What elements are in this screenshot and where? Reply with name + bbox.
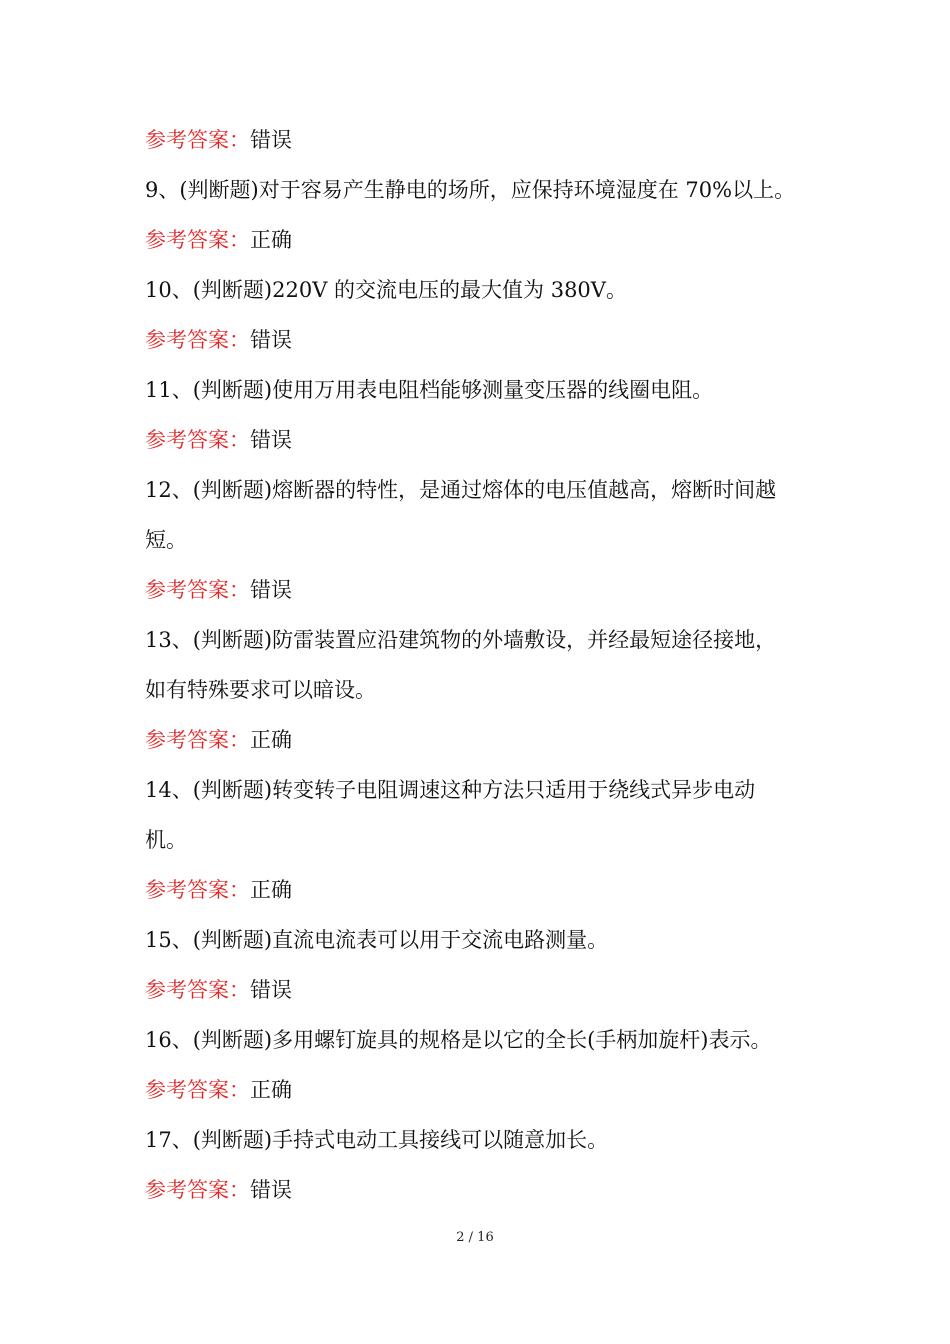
question-text: 17、(判断题)手持式电动工具接线可以随意加长。: [145, 1128, 609, 1152]
answer-line: [145, 415, 815, 465]
answer-line: [145, 865, 815, 915]
answer-label: 参考答案：: [145, 128, 250, 152]
answer-label: 参考答案：: [145, 328, 250, 352]
question-text: 14、(判断题)转变转子电阻调速这种方法只适用于绕线式异步电动: [145, 778, 756, 802]
answer-label: 参考答案：: [145, 1078, 250, 1102]
answer-value: 正确: [250, 878, 292, 902]
question-list: [145, 115, 815, 1215]
answer-value: 正确: [250, 228, 292, 252]
question-text: 如有特殊要求可以暗设。: [145, 678, 376, 702]
answer-line: [145, 215, 815, 265]
question-text: 短。: [145, 528, 187, 552]
answer-value: 错误: [250, 978, 292, 1002]
answer-label: 参考答案：: [145, 428, 250, 452]
answer-label: 参考答案：: [145, 578, 250, 602]
answer-label: 参考答案：: [145, 728, 250, 752]
question-text: 机。: [145, 828, 187, 852]
question-text: 12、(判断题)熔断器的特性，是通过熔体的电压值越高，熔断时间越: [145, 478, 777, 502]
answer-value: 错误: [250, 128, 292, 152]
answer-label: 参考答案：: [145, 978, 250, 1002]
answer-label: 参考答案：: [145, 228, 250, 252]
answer-value: 错误: [250, 428, 292, 452]
answer-line: [145, 965, 815, 1015]
question-text: 10、(判断题)220V 的交流电压的最大值为 380V。: [145, 278, 627, 302]
answer-label: 参考答案：: [145, 878, 250, 902]
answer-line: [145, 1065, 815, 1115]
answer-line: [145, 565, 815, 615]
answer-value: 错误: [250, 578, 292, 602]
answer-value: 错误: [250, 1178, 292, 1202]
question-text: 15、(判断题)直流电流表可以用于交流电路测量。: [145, 928, 609, 952]
question-text: 11、(判断题)使用万用表电阻档能够测量变压器的线圈电阻。: [145, 378, 714, 402]
question-text: 9、(判断题)对于容易产生静电的场所，应保持环境湿度在 70%以上。: [145, 178, 796, 202]
answer-value: 正确: [250, 728, 292, 752]
question-text: 16、(判断题)多用螺钉旋具的规格是以它的全长(手柄加旋杆)表示。: [145, 1028, 772, 1052]
answer-line: [145, 715, 815, 765]
answer-value: 错误: [250, 328, 292, 352]
answer-value: 正确: [250, 1078, 292, 1102]
page-number: 2 / 16: [456, 1230, 494, 1245]
answer-line: [145, 115, 815, 165]
answer-label: 参考答案：: [145, 1178, 250, 1202]
answer-line: [145, 315, 815, 365]
question-text: 13、(判断题)防雷装置应沿建筑物的外墙敷设，并经最短途径接地，: [145, 628, 777, 652]
answer-line: [145, 1165, 815, 1215]
